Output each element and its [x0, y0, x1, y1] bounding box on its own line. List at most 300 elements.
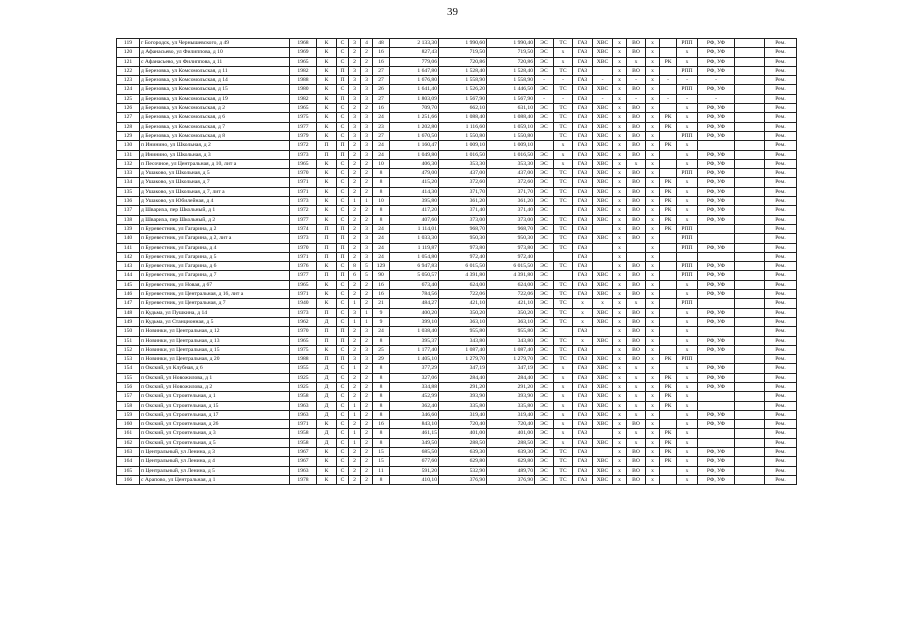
table-cell: Рем. [765, 85, 797, 94]
table-cell: 132 [117, 159, 140, 168]
table-cell: - [593, 76, 613, 85]
table-row [117, 355, 797, 364]
table-cell [735, 178, 765, 187]
table-cell: ЭС [535, 364, 554, 373]
table-cell: С [337, 317, 349, 326]
table-cell: х [613, 299, 627, 308]
table-cell: х [646, 141, 660, 150]
table-cell: ТС [554, 131, 573, 140]
table-cell: ХВС [593, 215, 613, 224]
table-cell: х [613, 39, 627, 48]
table-cell: Рем. [765, 475, 797, 484]
table-cell: П [317, 243, 337, 252]
table-cell: 1 [361, 317, 373, 326]
table-cell: С [337, 392, 349, 401]
table-cell: д Березовка, ул Комсомольская, д 2 [140, 104, 290, 113]
table-cell: 361,20 [439, 197, 487, 206]
table-cell: 151 [117, 336, 140, 345]
table-cell: РФ, УФ [698, 150, 735, 159]
table-cell: РПП [677, 169, 698, 178]
table-cell: 27 [373, 66, 390, 75]
table-cell: 662,10 [439, 104, 487, 113]
table-cell: ХВС [593, 159, 613, 168]
table-cell: ВО [627, 150, 646, 159]
table-cell [554, 271, 573, 280]
table-cell [698, 355, 735, 364]
table-cell [735, 457, 765, 466]
table-cell: ЭС [535, 290, 554, 299]
table-cell: 1968 [290, 39, 317, 48]
table-cell: 160 [117, 420, 140, 429]
table-cell: Д [317, 382, 337, 391]
table-cell: 166 [117, 475, 140, 484]
table-cell: 1 550,80 [487, 131, 535, 140]
table-cell: ТС [554, 457, 573, 466]
table-cell: ЭС [535, 271, 554, 280]
table-cell: 624,00 [487, 280, 535, 289]
table-cell: ЭС [535, 150, 554, 159]
table-cell: Рем. [765, 364, 797, 373]
table-cell: П [317, 355, 337, 364]
table-cell: ВО [627, 280, 646, 289]
table-cell: П [317, 141, 337, 150]
table-cell: 150 [117, 327, 140, 336]
table-row [117, 401, 797, 410]
table-cell: РФ, УФ [698, 280, 735, 289]
table-cell: ЭС [535, 113, 554, 122]
table-cell: х [677, 280, 698, 289]
table-cell: 3 [349, 308, 361, 317]
table-cell: ХВС [593, 271, 613, 280]
table-cell: К [317, 206, 337, 215]
table-cell: 1971 [290, 187, 317, 196]
table-cell: 1977 [290, 122, 317, 131]
table-row [117, 234, 797, 243]
table-cell: ТС [554, 39, 573, 48]
table-cell: 1925 [290, 382, 317, 391]
table-cell: Рем. [765, 420, 797, 429]
table-cell: 3 [361, 355, 373, 364]
table-cell: 1 528,40 [487, 66, 535, 75]
table-cell: 3 [361, 150, 373, 159]
table-cell: 6 015,50 [439, 262, 487, 271]
table-cell: РПП [677, 262, 698, 271]
table-cell: ВО [627, 234, 646, 243]
table-cell: х [646, 48, 660, 57]
table-cell: Рем. [765, 104, 797, 113]
table-cell: х [613, 150, 627, 159]
table-cell: 1 177,40 [390, 345, 439, 354]
table-cell: п Окский, ул Строительная, д 17 [140, 410, 290, 419]
table-cell: Рем. [765, 271, 797, 280]
table-cell: 3 [361, 327, 373, 336]
table-cell: х [613, 382, 627, 391]
table-cell: ХВС [593, 290, 613, 299]
table-cell: х [646, 39, 660, 48]
table-cell: х [677, 159, 698, 168]
table-cell [535, 131, 554, 140]
table-cell: 8 [373, 187, 390, 196]
table-cell [735, 57, 765, 66]
table-cell: 141 [117, 243, 140, 252]
table-cell: РК [660, 401, 677, 410]
table-cell: 399,10 [390, 317, 439, 326]
table-cell: С [337, 457, 349, 466]
table-cell: Рем. [765, 299, 797, 308]
table-cell [660, 364, 677, 373]
table-cell: - [660, 76, 677, 85]
table-cell: п Окский, ул Строительная, д 3 [140, 429, 290, 438]
table-row [117, 113, 797, 122]
table-cell: РФ, УФ [698, 169, 735, 178]
table-cell: х [646, 308, 660, 317]
table-cell: С [337, 429, 349, 438]
table-cell: ТС [554, 104, 573, 113]
table-cell: ГАЗ [573, 392, 593, 401]
table-cell: 8 [373, 373, 390, 382]
table-cell: ХВС [593, 104, 613, 113]
table-cell: х [646, 57, 660, 66]
table-cell: ГАЗ [573, 345, 593, 354]
table-cell: 3 [349, 355, 361, 364]
table-cell [735, 94, 765, 103]
table-cell: 134 [117, 178, 140, 187]
table-cell: 335,80 [487, 401, 535, 410]
table-cell: ГАЗ [573, 475, 593, 484]
table-cell: 1 558,90 [487, 76, 535, 85]
table-cell: х [613, 206, 627, 215]
table-cell: РПП [677, 355, 698, 364]
table-cell: 3 [349, 85, 361, 94]
table-cell: х [627, 392, 646, 401]
table-cell: С [337, 373, 349, 382]
table-cell: ХВС [593, 131, 613, 140]
table-cell: 376,90 [487, 475, 535, 484]
table-cell [660, 104, 677, 113]
table-row [117, 159, 797, 168]
table-cell: Рем. [765, 243, 797, 252]
table-row [117, 382, 797, 391]
table-cell: 685,50 [390, 448, 439, 457]
table-cell: х [677, 364, 698, 373]
table-cell: РПП [677, 66, 698, 75]
table-cell: х [627, 429, 646, 438]
table-cell: ЭС [535, 382, 554, 391]
table-cell: х [646, 159, 660, 168]
table-cell: 122 [117, 66, 140, 75]
table-cell: ХВС [593, 475, 613, 484]
table-cell: П [337, 252, 349, 261]
table-cell: 130 [117, 141, 140, 150]
table-cell: 1965 [290, 57, 317, 66]
table-cell: ЭС [535, 410, 554, 419]
table-cell: 146 [117, 290, 140, 299]
table-cell: ЭС [535, 197, 554, 206]
table-cell: 2 [349, 224, 361, 233]
table-cell: ХВС [593, 197, 613, 206]
table-cell: ХВС [593, 150, 613, 159]
table-cell: 363,10 [439, 317, 487, 326]
table-cell: 1 [349, 299, 361, 308]
table-cell: РПП [677, 131, 698, 140]
table-cell: 142 [117, 252, 140, 261]
table-cell: п Буревестник, ул Новая, д 67 [140, 280, 290, 289]
table-cell: х [613, 410, 627, 419]
table-cell: ХВС [593, 373, 613, 382]
table-cell: РК [660, 187, 677, 196]
table-cell: 1 405,10 [390, 355, 439, 364]
table-cell: 1963 [290, 401, 317, 410]
table-cell: 2 [349, 327, 361, 336]
table-cell: ХВС [593, 410, 613, 419]
table-cell: 24 [373, 234, 390, 243]
table-cell: С [337, 215, 349, 224]
table-cell: 2 [349, 48, 361, 57]
table-cell: 6 947,83 [390, 262, 439, 271]
table-cell: ХВС [593, 355, 613, 364]
table-cell: 159 [117, 410, 140, 419]
table-cell: ГАЗ [573, 355, 593, 364]
table-cell: 722,06 [439, 290, 487, 299]
table-cell: ВО [627, 466, 646, 475]
table-cell [735, 224, 765, 233]
table-cell: ХВС [593, 57, 613, 66]
table-cell [735, 113, 765, 122]
table-cell [735, 85, 765, 94]
table-cell: Рем. [765, 410, 797, 419]
table-cell: с Арапово, ул Центральная, д 1 [140, 475, 290, 484]
table-cell: П [317, 336, 337, 345]
table-cell: х [613, 243, 627, 252]
table-cell: 395,37 [390, 336, 439, 345]
table-cell [660, 410, 677, 419]
table-cell: Рем. [765, 290, 797, 299]
table-cell: 16 [373, 420, 390, 429]
table-cell: 2 [349, 466, 361, 475]
table-cell: ГАЗ [573, 85, 593, 94]
table-cell: х [677, 410, 698, 419]
table-cell: 1967 [290, 457, 317, 466]
table-cell [735, 466, 765, 475]
table-cell: К [317, 299, 337, 308]
table-cell: х [646, 178, 660, 187]
table-cell: 372,60 [439, 178, 487, 187]
table-cell: х [573, 336, 593, 345]
table-cell: 148 [117, 308, 140, 317]
table-cell [735, 66, 765, 75]
table-cell: П [317, 224, 337, 233]
table-cell: 5 [361, 271, 373, 280]
table-cell: ХВС [593, 336, 613, 345]
table-cell: х [646, 401, 660, 410]
table-cell: 9 [373, 317, 390, 326]
table-cell: 3 [361, 243, 373, 252]
table-cell: 3 [349, 66, 361, 75]
table-cell: х [613, 178, 627, 187]
table-cell: ГАЗ [573, 290, 593, 299]
table-cell [735, 48, 765, 57]
table-cell: 722,06 [487, 290, 535, 299]
table-cell: ХВС [593, 308, 613, 317]
table-cell: п Центральный, ул Ленина, д 4 [140, 457, 290, 466]
table-cell: п Буревестник, ул Центральная, д 16, лит а [140, 290, 290, 299]
table-cell: ВО [627, 197, 646, 206]
table-cell [698, 392, 735, 401]
table-cell: Рем. [765, 178, 797, 187]
table-cell: ГАЗ [573, 382, 593, 391]
table-cell: 1963 [290, 466, 317, 475]
table-cell: 1970 [290, 243, 317, 252]
table-cell: х [646, 104, 660, 113]
table-cell: П [317, 234, 337, 243]
table-cell: РФ, УФ [698, 178, 735, 187]
table-cell: ХВС [593, 169, 613, 178]
table-cell: 1970 [290, 327, 317, 336]
table-cell: - [554, 76, 573, 85]
table-cell: РФ, УФ [698, 206, 735, 215]
table-cell: х [677, 317, 698, 326]
table-cell: х [613, 438, 627, 447]
table-cell: ТС [554, 355, 573, 364]
table-cell: ВО [627, 113, 646, 122]
table-cell: 1 016,50 [487, 150, 535, 159]
table-cell: ГАЗ [573, 57, 593, 66]
table-cell [698, 252, 735, 261]
table-cell: Рем. [765, 150, 797, 159]
table-cell: х [613, 457, 627, 466]
table-cell: 407,60 [390, 215, 439, 224]
table-cell: РФ, УФ [698, 290, 735, 299]
table-cell: х [677, 475, 698, 484]
table-cell: х [613, 327, 627, 336]
table-cell: 639,30 [487, 448, 535, 457]
table-cell: 139 [117, 224, 140, 233]
table-cell: х [613, 429, 627, 438]
table-cell: К [317, 345, 337, 354]
table-cell: х [646, 224, 660, 233]
table-cell: х [627, 410, 646, 419]
table-row [117, 438, 797, 447]
table-cell: 1970 [290, 169, 317, 178]
table-cell: ТС [554, 308, 573, 317]
table-cell: РК [660, 141, 677, 150]
table-cell: 129 [373, 262, 390, 271]
table-cell: 1973 [290, 150, 317, 159]
table-cell: ВО [627, 224, 646, 233]
table-cell: 6 015,50 [487, 262, 535, 271]
table-cell: 1971 [290, 420, 317, 429]
table-cell: 2 [349, 178, 361, 187]
table-cell: х [627, 57, 646, 66]
housing-registry-table [116, 38, 797, 485]
table-cell: х [677, 104, 698, 113]
table-cell: х [677, 178, 698, 187]
table-cell: 720,40 [439, 420, 487, 429]
table-cell: Рем. [765, 392, 797, 401]
table-cell: 461,15 [390, 429, 439, 438]
table-cell: РФ, УФ [698, 336, 735, 345]
table-cell: РФ, УФ [698, 85, 735, 94]
table-row [117, 410, 797, 419]
table-cell: - [535, 94, 554, 103]
table-cell [735, 401, 765, 410]
table-cell: ЭС [535, 122, 554, 131]
table-cell: ВО [627, 271, 646, 280]
table-cell: РФ, УФ [698, 113, 735, 122]
table-cell: п Окский, ул Новожилова, д 2 [140, 382, 290, 391]
table-cell: 3 [361, 94, 373, 103]
table-cell: Д [317, 317, 337, 326]
table-cell: 1 033,30 [390, 234, 439, 243]
table-cell: ЭС [535, 280, 554, 289]
table-cell: х [646, 252, 660, 261]
table-cell: 1965 [290, 159, 317, 168]
table-cell: 2 [349, 104, 361, 113]
table-cell: С [337, 401, 349, 410]
table-cell: 350,20 [439, 308, 487, 317]
table-cell: Рем. [765, 187, 797, 196]
table-cell: 2 [361, 410, 373, 419]
table-cell: х [613, 141, 627, 150]
table-cell: д Шварихa, пер Школьный, д 1 [140, 206, 290, 215]
table-cell: д Швариха, пер Школьный, д 2 [140, 215, 290, 224]
table-cell: 2 [349, 457, 361, 466]
table-cell: х [646, 66, 660, 75]
table-cell: 720,86 [487, 57, 535, 66]
table-cell: Рем. [765, 262, 797, 271]
table-cell: 24 [373, 113, 390, 122]
table-cell: ХВС [593, 392, 613, 401]
table-cell: 1 [361, 308, 373, 317]
table-cell: 162 [117, 438, 140, 447]
table-cell: К [317, 66, 337, 75]
table-cell: К [317, 187, 337, 196]
table-cell: 145 [117, 280, 140, 289]
table-cell: 3 [361, 113, 373, 122]
table-cell [735, 215, 765, 224]
table-cell: П [337, 355, 349, 364]
table-cell: х [613, 420, 627, 429]
table-cell [535, 252, 554, 261]
table-cell: х [627, 438, 646, 447]
table-cell: п Центральный, ул Ленина, д 5 [140, 466, 290, 475]
table-cell: ХВС [593, 280, 613, 289]
table-row [117, 48, 797, 57]
table-cell: х [646, 169, 660, 178]
table-cell: 2 [361, 299, 373, 308]
table-cell [735, 317, 765, 326]
table-cell: х [627, 382, 646, 391]
table-cell: х [646, 243, 660, 252]
table-cell [735, 243, 765, 252]
table-cell: ТС [554, 187, 573, 196]
table-cell [660, 271, 677, 280]
table-cell: 6 [349, 271, 361, 280]
table-cell: 343,80 [487, 336, 535, 345]
table-cell: п Новинки, ул Центральная, д 13 [140, 336, 290, 345]
table-cell: РПП [677, 224, 698, 233]
table-cell: х [677, 113, 698, 122]
table-cell: 677,60 [390, 457, 439, 466]
table-cell: х [627, 401, 646, 410]
table-cell [627, 252, 646, 261]
table-cell: 291,20 [487, 382, 535, 391]
table-row [117, 317, 797, 326]
table-cell: 437,00 [487, 169, 535, 178]
table-cell: 1 [349, 429, 361, 438]
table-cell: ГАЗ [573, 280, 593, 289]
table-cell: х [646, 364, 660, 373]
